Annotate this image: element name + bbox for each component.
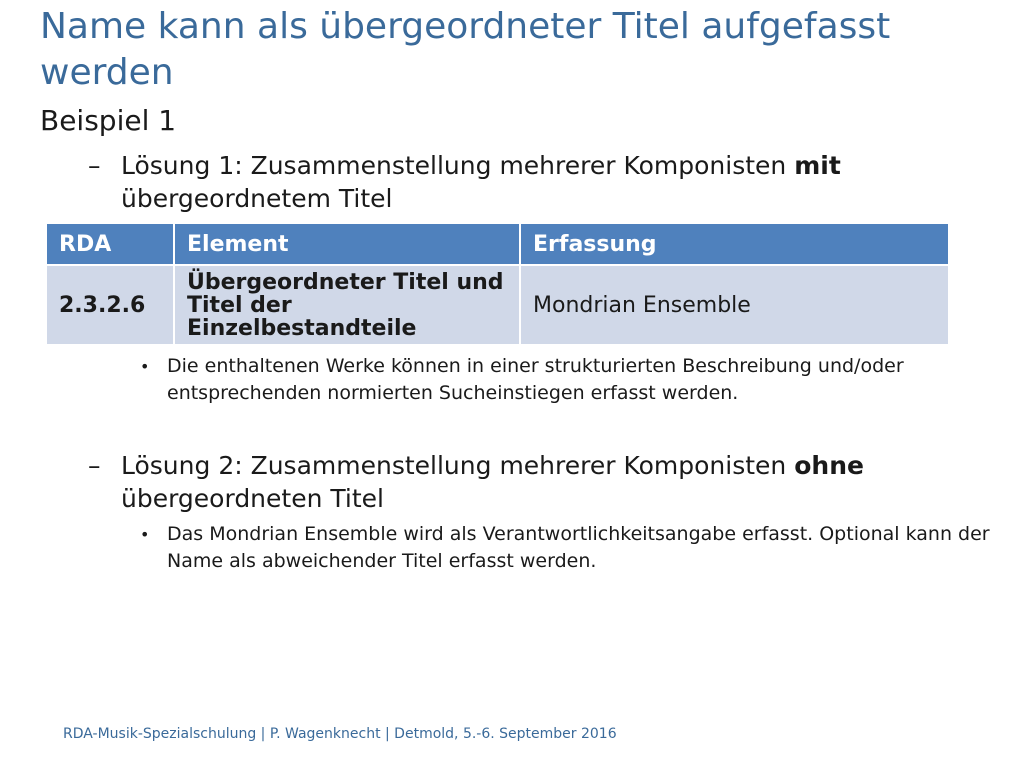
slide-subtitle: Beispiel 1: [40, 104, 177, 137]
column-header-element: Element: [174, 223, 520, 265]
bullet-solution-2-note-text: Das Mondrian Ensemble wird als Verantwortlichkeitsangabe erfasst. Optional kann der Name als abweichender Titel erfasst werden.: [167, 523, 990, 572]
dash-bullet: –: [88, 151, 101, 180]
cell-element: Übergeordneter Titel und Titel der Einzelbestandteile: [174, 265, 520, 345]
table-row: [46, 265, 949, 345]
column-header-erfassung: Erfassung: [520, 223, 949, 265]
bullet-solution-2: [88, 449, 988, 515]
solution-2-emphasis: ohne: [794, 451, 864, 480]
solution-1-prefix: Lösung 1: Zusammenstellung mehrerer Komponisten: [121, 151, 795, 180]
solution-2-prefix: Lösung 2: Zusammenstellung mehrerer Komponisten: [121, 451, 795, 480]
table-header-row: [46, 223, 949, 265]
bullet-solution-2-text: [121, 449, 988, 515]
slide-title: Name kann als übergeordneter Titel aufgefasst werden: [40, 6, 891, 93]
bullet-solution-1-text: [121, 149, 988, 215]
dot-bullet: •: [140, 357, 150, 376]
solution-1-emphasis: mit: [794, 151, 841, 180]
cell-rda: 2.3.2.6: [46, 265, 174, 345]
column-header-rda: RDA: [46, 223, 174, 265]
bullet-solution-1: [88, 149, 988, 215]
rda-table: [45, 222, 950, 346]
dash-bullet: –: [88, 451, 101, 480]
bullet-solution-1-note: [140, 353, 1000, 407]
cell-erfassung: Mondrian Ensemble: [520, 265, 949, 345]
slide-footer: RDA-Musik-Spezialschulung | P. Wagenknecht | Detmold, 5.-6. September 2016: [63, 726, 617, 742]
bullet-solution-1-note-text: Die enthaltenen Werke können in einer strukturierten Beschreibung und/oder entsprechenden normierten Sucheinstiegen erfasst werden.: [167, 355, 904, 404]
solution-2-suffix: übergeordneten Titel: [121, 484, 384, 513]
bullet-solution-2-note: [140, 521, 1000, 575]
dot-bullet: •: [140, 525, 150, 544]
solution-1-suffix: übergeordnetem Titel: [121, 184, 393, 213]
